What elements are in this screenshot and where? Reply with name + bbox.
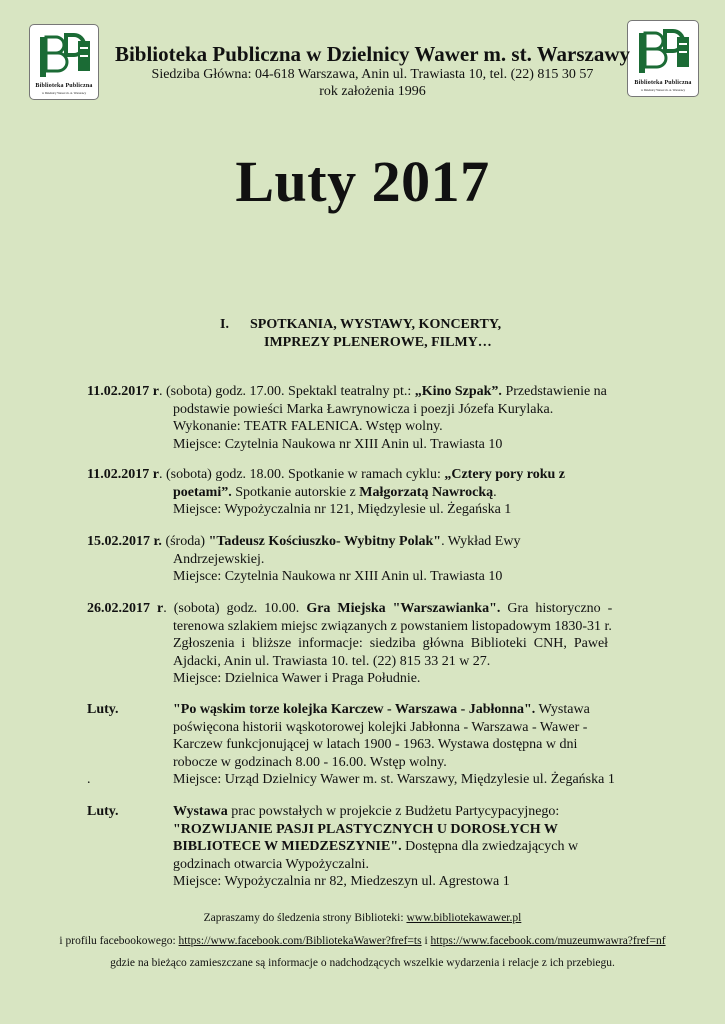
event-line: podstawie powieści Marka Ławrynowicza i poezji Józefa Kurylaka. xyxy=(173,401,554,417)
event-line xyxy=(87,484,642,502)
event-text: (środa) xyxy=(161,534,209,549)
logo-subcaption: w Dzielnicy Wawer m. st. Warszawy xyxy=(41,91,87,95)
event-line xyxy=(87,466,642,484)
event-text: . (sobota) godz. 10.00. xyxy=(163,601,307,616)
event-date: 11.02.2017 r xyxy=(87,384,159,399)
facebook-museum-link[interactable]: https://www.facebook.com/muzeumwawra?fref=nf xyxy=(430,935,666,947)
section-title-line2: IMPREZY PLENEROWE, FILMY… xyxy=(264,335,492,350)
event-date: 15.02.2017 r. xyxy=(87,534,162,549)
event-title: Gra Miejska "Warszawianka". xyxy=(306,601,501,616)
event-entry xyxy=(87,383,642,453)
footer-line xyxy=(0,935,725,947)
website-link[interactable]: www.bibliotekawawer.pl xyxy=(406,912,522,924)
event-line xyxy=(87,838,642,856)
event-line: Wykonanie: TEATR FALENICA. Wstęp wolny. xyxy=(173,419,443,434)
event-line xyxy=(87,383,642,401)
event-line xyxy=(87,533,642,551)
event-entry xyxy=(87,466,642,519)
event-location: Miejsce: Czytelnia Naukowa nr XIII Anin ul. Trawiasta 10 xyxy=(173,569,503,584)
event-title: "Tadeusz Kościuszko- Wybitny Polak" xyxy=(208,534,442,549)
event-entry xyxy=(87,600,642,688)
logo-caption: Biblioteka Publiczna xyxy=(634,80,692,86)
event-location: Miejsce: Czytelnia Naukowa nr XIII Anin ul. Trawiasta 10 xyxy=(173,436,503,452)
event-text: Spotkanie autorskie z xyxy=(231,484,360,500)
footer-text: i profilu facebookowego: xyxy=(59,935,179,947)
logo-subcaption: w Dzielnicy Wawer m. st. Warszawy xyxy=(640,88,686,92)
event-line xyxy=(87,701,642,719)
event-entry xyxy=(87,803,642,891)
logo-caption: Biblioteka Publiczna xyxy=(35,83,93,89)
event-entry xyxy=(87,533,642,586)
event-month-tag: Luty. xyxy=(87,702,119,717)
footer-text: i xyxy=(421,935,431,947)
section-number: I. xyxy=(220,317,229,332)
event-line: Ajdacki, Anin ul. Trawiasta 10. tel. (22) 815 33 21 w 27. xyxy=(173,653,491,669)
event-line: Andrzejewskiej. xyxy=(173,551,265,567)
event-location: Miejsce: Dzielnica Wawer i Praga Południe. xyxy=(173,671,421,686)
event-text: r xyxy=(157,601,164,616)
event-title: BIBLIOTECE W MIEDZESZYNIE". xyxy=(173,839,402,854)
event-month-tag: Luty. xyxy=(87,804,119,819)
event-line xyxy=(87,771,642,789)
event-text: . (sobota) godz. 18.00. Spotkanie w ramach cyklu: xyxy=(158,467,445,482)
facebook-library-link[interactable]: https://www.facebook.com/BibliotekaWawer?fref=ts xyxy=(178,935,422,947)
event-text: prac powstałych w projekcie z Budżetu Partycypacyjnego: xyxy=(227,804,560,819)
event-title: "ROZWIJANIE PASJI PLASTYCZNYCH U DOROSŁYCH W xyxy=(173,821,558,837)
event-line: poświęcona historii wąskotorowej kolejki Jabłonna - Warszawa - Wawer - xyxy=(173,719,588,735)
event-date: 11.02.2017 r xyxy=(87,467,159,482)
section-heading xyxy=(220,316,501,352)
footer-line xyxy=(0,912,725,924)
founded-year: rok założenia 1996 xyxy=(319,84,426,99)
event-text: Przedstawienie na xyxy=(501,384,607,399)
event-text: Dostępna dla zwiedzających w xyxy=(401,839,579,854)
event-text: . xyxy=(87,772,91,787)
event-line: robocze w godzinach 8.00 - 16.00. Wstęp wolny. xyxy=(173,754,447,770)
event-line xyxy=(87,600,642,618)
library-address: Siedziba Główna: 04-618 Warszawa, Anin ul. Trawiasta 10, tel. (22) 815 30 57 xyxy=(151,67,594,82)
event-text xyxy=(150,601,157,616)
event-text: . (sobota) godz. 17.00. Spektakl teatralny pt.: xyxy=(158,384,415,399)
event-text: . Wykład Ewy xyxy=(441,534,521,549)
footer-note: gdzie na bieżąco zamieszczane są informacje o nadchodzących wszelkie wydarzenia i relacje z ich przebiegu. xyxy=(110,957,615,969)
event-title: poetami”. xyxy=(173,484,232,500)
event-line: Karczew funkcjonującej w latach 1900 - 1963. Wystawa dostępna w dni xyxy=(173,737,578,752)
section-title-line1: SPOTKANIA, WYSTAWY, KONCERTY, xyxy=(250,317,502,332)
event-line: terenowa szlakiem miejsc związanych z powstaniem listopadowym 1830-31 r. xyxy=(173,618,612,634)
event-author: Małgorzatą Nawrocką xyxy=(359,484,494,500)
event-entry xyxy=(87,701,642,789)
event-line xyxy=(87,821,642,839)
page-title: Luty 2017 xyxy=(235,149,490,214)
event-text: Wystawa xyxy=(535,702,590,717)
event-title: „Kino Szpak”. xyxy=(414,384,502,399)
footer-text: Zapraszamy do śledzenia strony Biblioteki: xyxy=(203,912,407,924)
event-date: 26.02.2017 xyxy=(87,601,150,616)
event-text: . xyxy=(493,484,497,500)
event-location: Miejsce: Wypożyczalnia nr 121, Międzylesie ul. Żegańska 1 xyxy=(173,502,512,517)
library-name-heading: Biblioteka Publiczna w Dzielnicy Wawer m. st. Warszawy xyxy=(114,42,631,66)
event-text: Gra historyczno - xyxy=(500,601,613,616)
event-location: Miejsce: Wypożyczalnia nr 82, Miedzeszyn ul. Agrestowa 1 xyxy=(173,874,510,889)
event-title: Wystawa xyxy=(173,804,228,819)
event-title: „Cztery pory roku z xyxy=(444,467,566,482)
event-location: Miejsce: Urząd Dzielnicy Wawer m. st. Warszawy, Międzylesie ul. Żegańska 1 xyxy=(173,772,615,787)
event-line: godzinach otwarcia Wypożyczalni. xyxy=(173,856,369,872)
event-line: Zgłoszenia i bliższe informacje: siedziba główna Biblioteki CNH, Paweł xyxy=(173,636,609,651)
event-line xyxy=(87,803,642,821)
event-title: "Po wąskim torze kolejka Karczew - Warszawa - Jabłonna". xyxy=(173,702,536,717)
